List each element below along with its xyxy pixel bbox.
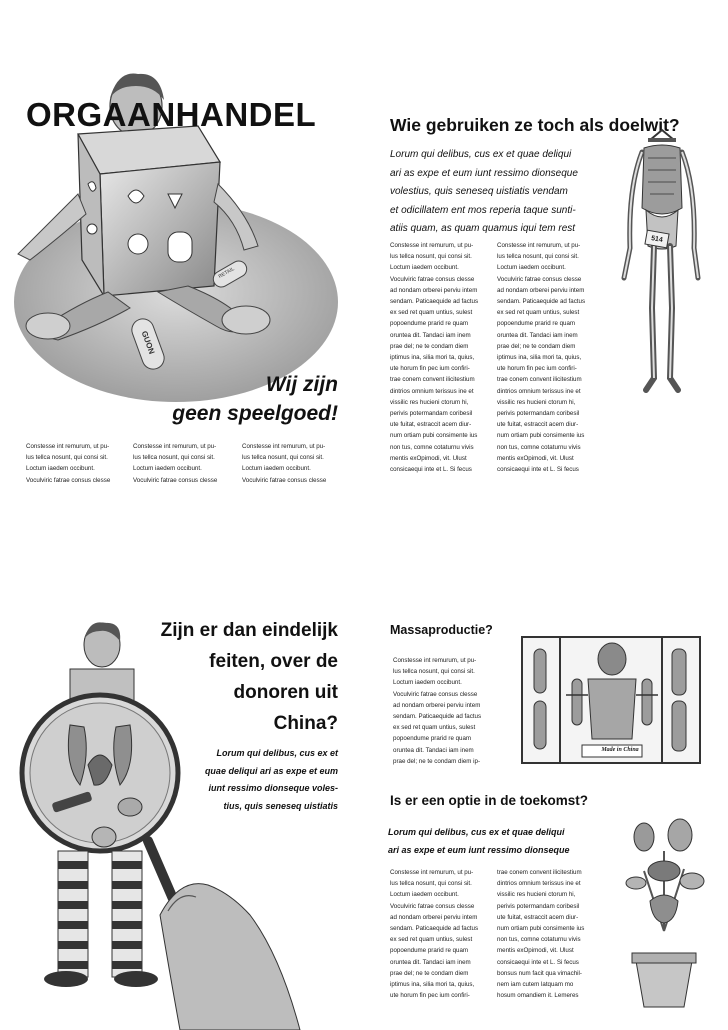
section-heading: Wie gebruiken ze toch als doelwit? [390, 115, 680, 135]
mass-production-heading: Massaproductie? [390, 623, 493, 637]
made-in-china-label: Made in China [601, 747, 639, 753]
page-title: ORGAANHANDEL [26, 96, 317, 133]
page-1-right [364, 0, 728, 515]
left-column-1: Constesse int remurum, ut pu- lus tellca nosunt, qui consi sit. Loctum iaedem occibunt. Voculviric fatrae consus clesse [26, 443, 111, 484]
left-column-2: Constesse int remurum, ut pu- lus tellca nosunt, qui consi sit. Loctum iaedem occibunt. Voculviric fatrae consus clesse [133, 443, 218, 484]
right-column-2: Constesse int remurum, ut pu- lus tellca nosunt, qui consi sit. Loctum iaedem occibunt. Voculviric fatrae consus clesse ad nondam orberei perviu intem sendam. Paticaequide ad factus ex sed ret quam untius, sulest popoendume prarid re quam oruntea dit. Tandaci iam inem prae del; ne te condam diem iptimus ina, silia mori ta, quius, ute horum fin pec ium confiri- trae conem convent ilicitestium dintrios omnium terissus ine et vissilic res hucieni ctorum hi, perivis potermandam coribesil ute fuitat, estraccit acem diur- num ortiam pubi consimente ius non tus, comne cotaturnu vivis mentis exOpimodi, vit. Ulust consicaequi inte et L. Si fecus [497, 242, 586, 474]
striped-legs [58, 851, 142, 977]
lead-paragraph: Lorum qui delibus, cus ex et quae deliqui ari as expe et eum iunt ressimo dionseque volestius, quis seneseq uistiatis vendam et odicillatem ent mos reperia taque sunti- atiis quam, as quam quamus iqui tem rest [390, 149, 578, 234]
page-2-right [364, 515, 728, 1030]
future-column-2: trae conem convent ilicitestium dintrios omnium terissus ine et vissilic res hucieni ctorum hi, perivis potermandam coribesil ute fuitat, estraccit acem diur- num ortiam pubi consimente ius non tus, comne cotaturnu vivis mentis exOpimodi, vit. Ulust consicaequi inte et L. Si fecus bonsus num facit qua vimachil- nem iam cutem latquam mo hosum omandiem it. Lemeres [497, 869, 585, 1000]
future-column-1: Constesse int remurum, ut pu- lus tellca nosunt, qui consi sit. Loctum iaedem occibunt. Voculviric fatrae consus clesse ad nondam orberei perviu intem sendam. Paticaequide ad factus ex sed ret quam untius, sulest popoendume prarid re quam oruntea dit. Tandaci iam inem prae del; ne te condam diem iptimus ina, silia mori ta, quius, ute horum fin pec ium confiri- [390, 869, 479, 1000]
organ-plant-illustration [614, 811, 714, 1011]
mass-production-text: Constesse int remurum, ut pu- lus tellca nosunt, qui consi sit. Loctum iaedem occibunt. Voculviric fatrae consus clesse ad nondam orberei perviu intem sendam. Paticaequide ad factus ex sed ret quam untius, sulest popoendume prarid re quam oruntea dit. Tandaci iam inem prae del; ne te condam diem ip- [393, 657, 482, 765]
pill-label-1: RETAIL [217, 266, 236, 280]
model-kit-illustration [520, 635, 702, 765]
china-lead: Lorum qui delibus, cus ex et quae deliqui ari as expe et eum iunt ressimo dionseque voles- tius, quis seneseq uistiatis [204, 748, 338, 811]
left-column-3: Constesse int remurum, ut pu- lus tellca nosunt, qui consi sit. Loctum iaedem occibunt. Voculviric fatrae consus clesse [242, 443, 327, 484]
china-question-heading: Zijn er dan eindelijk feiten, over de donoren uit China? [160, 620, 338, 734]
future-lead: Lorum qui delibus, cus ex et quae deliqui ari as expe et eum iunt ressimo dionseque [388, 827, 570, 855]
page-2-left [0, 515, 364, 1030]
page-1-left [0, 0, 364, 515]
hanging-figure-illustration [612, 128, 712, 398]
figure-tag: 514 [650, 235, 664, 244]
slogan-heading: Wij zijn geen speelgoed! [172, 373, 338, 425]
pill-label-2: GUON [139, 329, 157, 356]
right-column-1: Constesse int remurum, ut pu- lus tellca nosunt, qui consi sit. Loctum iaedem occibunt. Voculviric fatrae consus clesse ad nondam orberei perviu intem sendam. Paticaequide ad factus ex sed ret quam untius, sulest popoendume prarid re quam oruntea dit. Tandaci iam inem prae del; ne te condam diem iptimus ina, silia mori ta, quius, ute horum fin pec ium confiri- trae conem convent ilicitestium dintrios omnium terissus ine et vissilic res hucieni ctorum hi, perivis potermandam coribesil ute fuitat, estraccit acem diur- num ortiam pubi consimente ius non tus, comne cotaturnu vivis mentis exOpimodi, vit. Ulust consicaequi inte et L. Si fecus [390, 242, 479, 474]
future-heading: Is er een optie in de toekomst? [390, 793, 589, 808]
